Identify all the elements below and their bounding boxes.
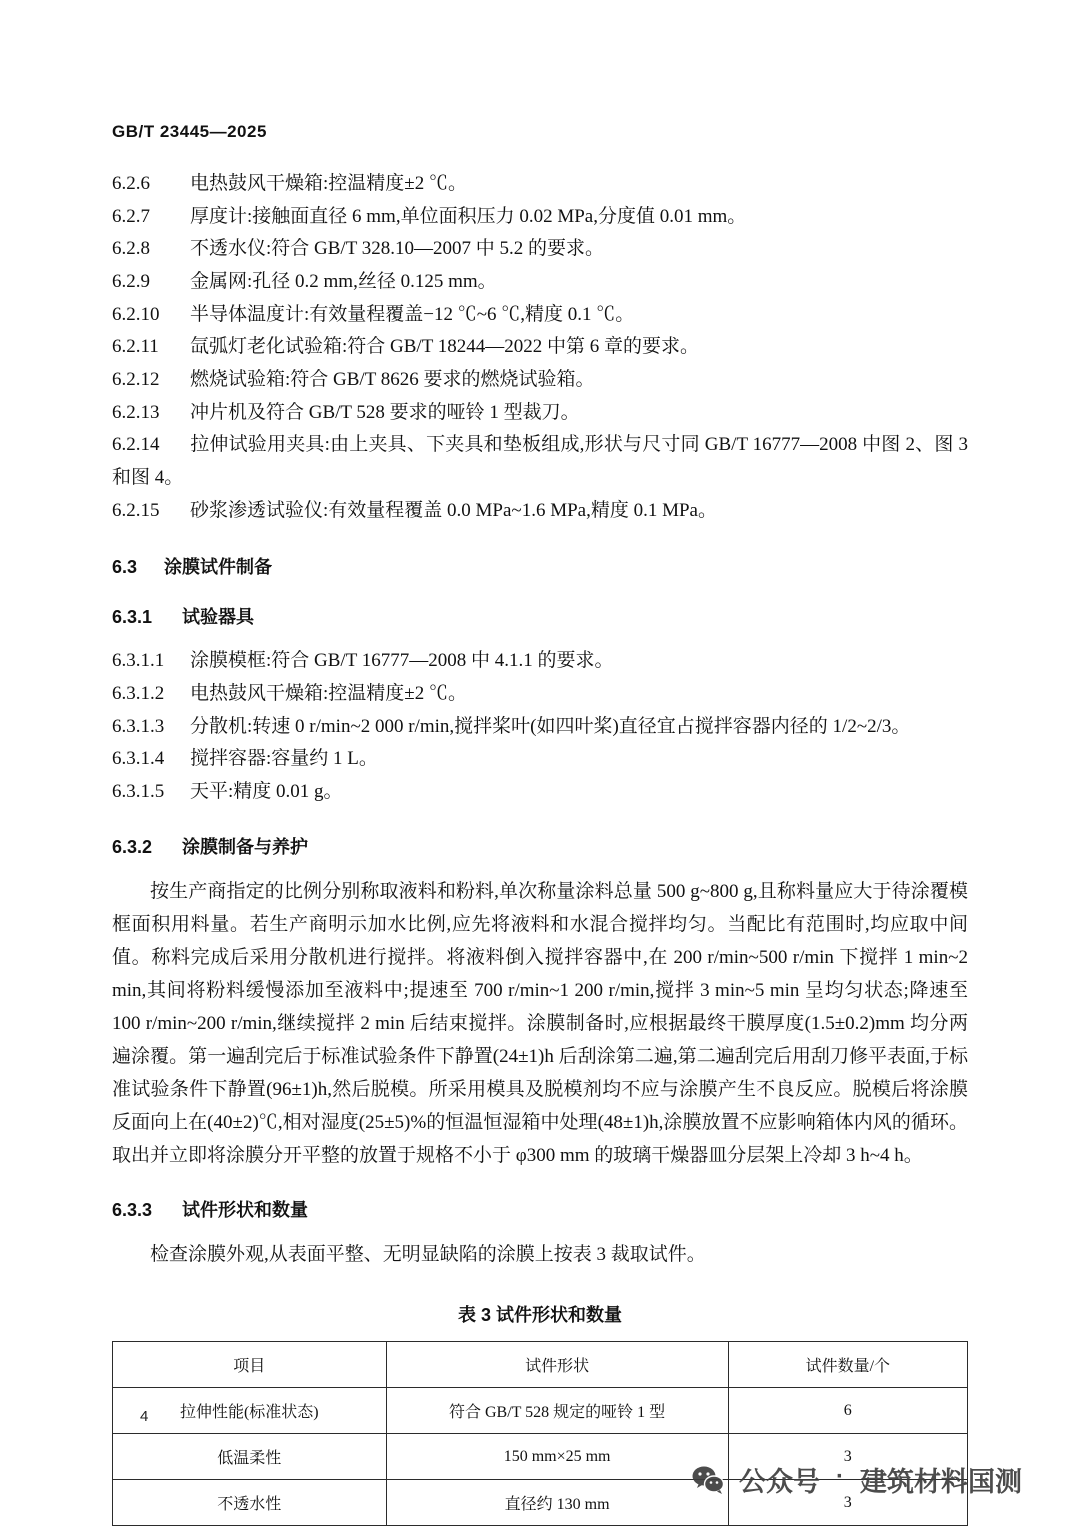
clause-number: 6.2.12 <box>112 369 160 391</box>
clause-text: 金属网:孔径 0.2 mm,丝径 0.125 mm。 <box>190 271 497 293</box>
section-632-paragraph: 按生产商指定的比例分别称取液料和粉料,单次称量涂料总量 500 g~800 g,且称料量应大于待涂覆模框面积用料量。若生产商明示加水比例,应先将液料和水混合搅拌均匀。当配比有范围时,均应取中间值。称料完成后采用分散机进行搅拌。将液料倒入搅拌容器中,在 200 r/min~500 r/min 下搅拌 1 min~2 min,其间将粉料缓慢添加至液料中;提速至 700 r/min~1 200 r/min,搅拌 3 min~5 min 呈均匀状态;降速至 100 r/min~200 r/min,继续搅拌 2 min 后结束搅拌。涂膜制备时,应根据最终干膜厚度(1.5±0.2)mm 均分两遍涂覆。第一遍刮完后于标准试验条件下静置(24±1)h 后刮涂第二遍,第二遍刮完后用刮刀修平表面,于标准试验条件下静置(96±1)h,然后脱模。所采用模具及脱模剂均不应与涂膜产生不良反应。脱模后将涂膜反面向上在(40±2)℃,相对湿度(25±5)%的恒温恒湿箱中处理(48±1)h,涂膜放置不应影响箱体内风的循环。取出并立即将涂膜分开平整的放置于规格不小于 φ300 mm 的玻璃干燥器皿分层架上冷却 3 h~4 h。 <box>112 880 968 1167</box>
section-title: 试件形状和数量 <box>182 1200 308 1221</box>
clause-text: 分散机:转速 0 r/min~2 000 r/min,搅拌桨叶(如四叶桨)直径宜占搅拌容器内径的 1/2~2/3。 <box>190 715 911 737</box>
table-header-cell: 试件形状 <box>386 1342 728 1388</box>
clause-text: 电热鼓风干燥箱:控温精度±2 ℃。 <box>190 683 467 705</box>
section-number: 6.3.3 <box>112 1200 153 1221</box>
clause-number: 6.2.11 <box>112 336 159 358</box>
section-heading-6-3-2 <box>112 833 968 859</box>
watermark-separator: · <box>836 1462 844 1490</box>
clause-item <box>112 233 968 266</box>
clause-number: 6.2.13 <box>112 401 160 423</box>
section-number: 6.3 <box>112 557 138 578</box>
clause-item <box>112 495 968 528</box>
clause-number: 6.2.14 <box>112 434 160 456</box>
clause-item <box>112 743 968 776</box>
clause-text: 冲片机及符合 GB/T 528 要求的哑铃 1 型裁刀。 <box>190 401 580 423</box>
clause-item <box>112 266 968 299</box>
clause-text: 不透水仪:符合 GB/T 328.10—2007 中 5.2 的要求。 <box>190 238 604 260</box>
table-cell: 低温柔性 <box>113 1434 387 1480</box>
table-cell: 不透水性 <box>113 1480 387 1526</box>
clause-number: 6.2.15 <box>112 499 160 521</box>
clause-number: 6.3.1.1 <box>112 650 165 672</box>
table-3-caption: 表 3 试件形状和数量 <box>457 1305 622 1326</box>
table-header-row <box>113 1342 968 1388</box>
clause-item <box>112 168 968 201</box>
clause-number: 6.2.10 <box>112 303 160 325</box>
clause-item <box>112 678 968 711</box>
clause-item <box>112 645 968 678</box>
clause-number: 6.3.1.2 <box>112 683 165 705</box>
page-content <box>112 168 968 1526</box>
clause-text: 氙弧灯老化试验箱:符合 GB/T 18244—2022 中第 6 章的要求。 <box>190 336 699 358</box>
clause-text: 半导体温度计:有效量程覆盖−12 ℃~6 ℃,精度 0.1 ℃。 <box>190 303 635 325</box>
table-row <box>113 1388 968 1434</box>
clause-item <box>112 364 968 397</box>
table-cell: 6 <box>728 1388 967 1434</box>
table-cell: 3 <box>728 1480 967 1526</box>
clause-number: 6.3.1.4 <box>112 748 165 770</box>
watermark <box>691 1460 1022 1499</box>
table-header-cell: 项目 <box>113 1342 387 1388</box>
clause-text: 电热鼓风干燥箱:控温精度±2 ℃。 <box>190 173 467 194</box>
wechat-icon <box>691 1463 725 1497</box>
section-number: 6.3.2 <box>112 836 153 857</box>
clause-item <box>112 397 968 430</box>
section-633-paragraph: 检查涂膜外观,从表面平整、无明显缺陷的涂膜上按表 3 裁取试件。 <box>150 1244 706 1266</box>
clause-item <box>112 429 968 494</box>
section-title: 试验器具 <box>182 607 254 628</box>
page-header: GB/T 23445—2025 <box>112 122 267 141</box>
clause-text: 燃烧试验箱:符合 GB/T 8626 要求的燃烧试验箱。 <box>190 369 595 391</box>
clause-item <box>112 711 968 744</box>
clause-item <box>112 776 968 809</box>
clause-text: 涂膜模框:符合 GB/T 16777—2008 中 4.1.1 的要求。 <box>190 650 614 672</box>
clause-number: 6.3.1.5 <box>112 781 165 803</box>
table-cell: 拉伸性能(标准状态) <box>113 1388 387 1434</box>
clause-text: 砂浆渗透试验仪:有效量程覆盖 0.0 MPa~1.6 MPa,精度 0.1 MPa。 <box>190 499 717 521</box>
clause-text: 厚度计:接触面直径 6 mm,单位面积压力 0.02 MPa,分度值 0.01 mm。 <box>190 205 747 227</box>
section-title: 涂膜制备与养护 <box>182 836 308 857</box>
clause-item <box>112 331 968 364</box>
clause-number: 6.2.9 <box>112 271 150 293</box>
clause-text: 拉伸试验用夹具:由上夹具、下夹具和垫板组成,形状与尺寸同 GB/T 16777—2008 中图 2、图 3 和图 4。 <box>112 434 968 489</box>
section-heading-6-3-1 <box>112 603 968 629</box>
clause-text: 搅拌容器:容量约 1 L。 <box>190 748 378 770</box>
table-cell: 150 mm×25 mm <box>386 1434 728 1480</box>
page-number: 4 <box>140 1408 149 1425</box>
clause-number: 6.2.6 <box>112 173 150 194</box>
clause-number: 6.2.8 <box>112 238 150 260</box>
clause-item <box>112 201 968 234</box>
watermark-label: 公众号 <box>739 1467 820 1497</box>
table-cell: 3 <box>728 1434 967 1480</box>
section-number: 6.3.1 <box>112 607 153 628</box>
clause-item <box>112 299 968 332</box>
section-heading-6-3 <box>112 553 968 579</box>
section-title: 涂膜试件制备 <box>164 557 272 578</box>
clause-text: 天平:精度 0.01 g。 <box>190 781 343 803</box>
table-cell: 符合 GB/T 528 规定的哑铃 1 型 <box>386 1388 728 1434</box>
table-cell: 直径约 130 mm <box>386 1480 728 1526</box>
section-heading-6-3-3 <box>112 1196 968 1222</box>
clause-number: 6.3.1.3 <box>112 715 165 737</box>
watermark-account-name: 建筑材料国测 <box>860 1467 1022 1497</box>
table-header-cell: 试件数量/个 <box>728 1342 967 1388</box>
clause-number: 6.2.7 <box>112 205 150 227</box>
